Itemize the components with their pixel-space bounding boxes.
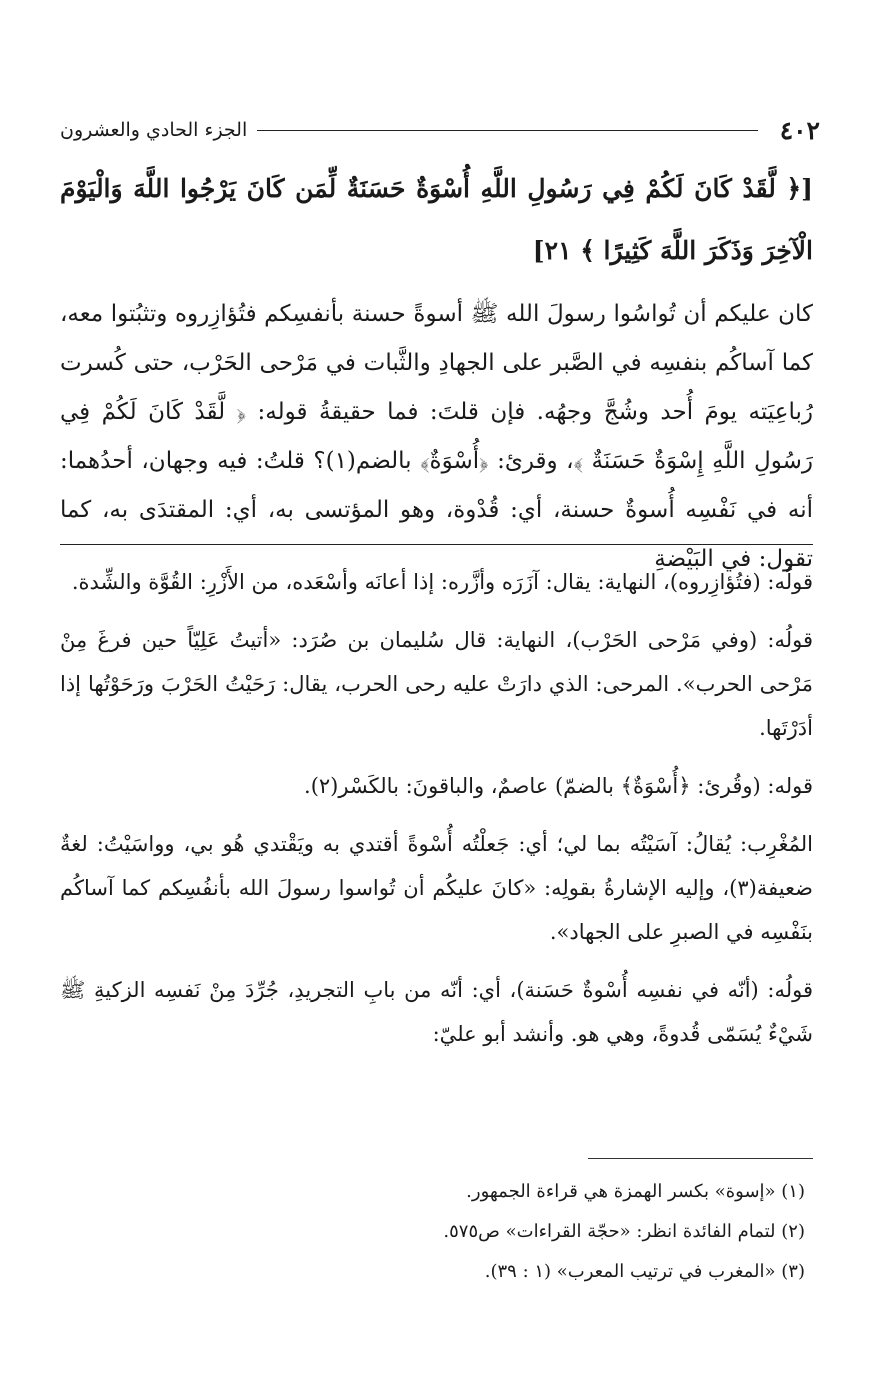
page-header <box>60 110 820 150</box>
footnote-rule <box>588 1158 813 1159</box>
footnotes <box>60 1172 805 1292</box>
commentary-paragraph-2: قولُه: (وفي مَرْحى الحَرْب)، النهاية: قال سُليمان بن صُرَد: «أتيتُ عَلِيّاً حين فرغَ مِنْ مَرْحى الحرب». المرحى: الذي دارَتْ عليه رحى الحرب، يقال: رَحَيْتُ الحَرْبَ ورَحَوْتُها إذا أدَرْتَها. <box>60 628 813 740</box>
commentary-paragraph-5: قولُه: (أنّه في نفسِه أُسْوةٌ حَسَنة)، أي: أنّه من بابِ التجريدِ، جُرِّدَ مِنْ نَفسِه الزكيةِ ﷺ شَيْءٌ يُسَمّى قُدوةً، وهي هو. وأنشد أبو عليّ: <box>60 978 813 1046</box>
running-title: الجزء الحادي والعشرون <box>60 119 248 141</box>
footnote-1: (١) «إسوة» بكسر الهمزة هي قراءة الجمهور. <box>466 1181 805 1202</box>
section-divider <box>60 544 813 545</box>
footnote-2: (٢) لتمام الفائدة انظر: «حجّة القراءات» ص٥٧٥. <box>443 1221 805 1242</box>
commentary-section <box>60 560 813 1070</box>
commentary-paragraph-4: المُغْرِب: يُقالُ: آسَيْتُه بما لي؛ أي: جَعلْتُه أُسْوةً أقتدي به ويَقْتدي هُو بي، وواسَيْتُ: لغةٌ ضعيفة(٣)، وإليه الإشارةُ بقولِه: «كانَ عليكُم أن تُواسوا رسولَ الله بأنفُسِكم كما آساكُم بنَفْسِه في الصبرِ على الجهاد». <box>60 832 813 944</box>
main-text <box>60 290 813 584</box>
header-rule <box>257 130 757 131</box>
main-paragraph: كان عليكم أن تُواسُوا رسولَ الله ﷺ أسوةً حسنة بأنفسِكم فتُؤازِروه وتثبُتوا معه، كما آساكُم بنفسِه في الصَّبر على الجهادِ والثَّبات في مَرْحى الحَرْب، حتى كُسرت رُباعِيَته يومَ أُحد وشُجَّ وجهُه. فإن قلتَ: فما حقيقةُ قوله: ﴿ لَّقَدْ كَانَ لَكُمْ فِي رَسُولِ اللَّهِ إِسْوَةٌ حَسَنَةٌ ﴾، وقرئ: ﴿أُسْوَةٌ﴾ بالضم(١)؟ قلتُ: فيه وجهان، أحدُهما: أنه في نَفْسِه أُسوةٌ حسنة، أي: قُدْوة، وهو المؤتسى به، أي: المقتدَى به، كما تقول: في البَيْضةِ <box>60 301 813 572</box>
quran-verse: [﴿ لَّقَدْ كَانَ لَكُمْ فِي رَسُولِ اللَّهِ أُسْوَةٌ حَسَنَةٌ لِّمَن كَانَ يَرْجُوا اللَّهَ وَالْيَوْمَ الْآخِرَ وَذَكَرَ اللَّهَ كَثِيرًا ﴾ ٢١] <box>60 174 813 265</box>
commentary-paragraph-3: قوله: (وقُرئ: ﴿أُسْوَةٌ﴾ بالضمّ) عاصمٌ، والباقونَ: بالكَسْر(٢). <box>304 774 813 798</box>
commentary-paragraph-1: قولُه: (فتُؤازِروه)، النهاية: يقال: آزَرَه وأزَّره: إذا أعانَه وأسْعَده، من الأَزْرِ: القُوَّة والشِّدة. <box>71 570 813 594</box>
footnote-3: (٣) «المغرب في ترتيب المعرب» (١ : ٣٩). <box>484 1261 805 1282</box>
page-number: ٤٠٢ <box>779 115 820 145</box>
